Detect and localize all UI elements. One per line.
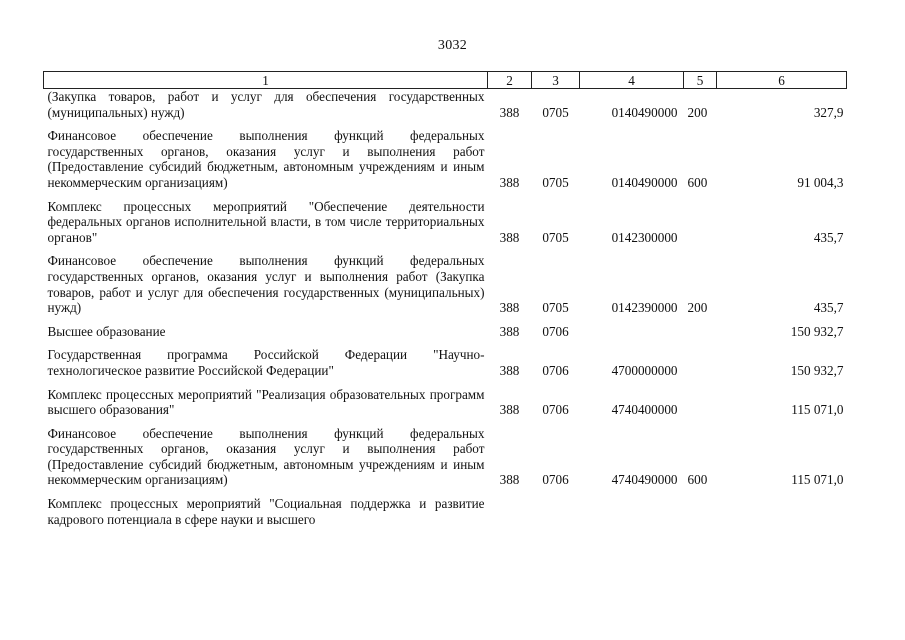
row-vr [684,496,717,527]
row-gr: 388 [499,104,520,120]
row-rz: 0705 [542,229,569,245]
row-gr: 388 [499,174,520,190]
row-gr: 388 [499,300,520,316]
row-amount: 150 932,7 [790,323,844,339]
row-amount: 115 071,0 [791,472,844,488]
row-rz [532,496,580,527]
row-cs: 0140490000 [611,174,678,190]
row-gr: 388 [499,229,520,245]
row-vr: 200 [687,300,708,316]
row-cs [580,324,684,340]
column-header-vr: 5 [684,72,717,89]
row-amount: 115 071,0 [791,402,844,418]
table-row [44,199,847,246]
row-vr: 600 [687,174,708,190]
table-header-row [44,72,847,89]
table-row [44,89,847,121]
row-gr: 388 [499,323,520,339]
column-header-amount: 6 [717,72,847,89]
row-name: Комплекс процессных мероприятий "Обеспечение деятельности федеральных органов исполнительной власти, в том числе территориальных органов" [47,198,485,245]
row-cs: 0140490000 [611,104,678,120]
row-gr [488,496,532,527]
row-vr [684,347,717,378]
row-rz: 0706 [542,402,569,418]
row-gr: 388 [499,362,520,378]
budget-table [43,71,847,527]
row-rz: 0706 [542,323,569,339]
row-vr: 200 [687,104,708,120]
row-gr: 388 [499,472,520,488]
row-cs: 4740400000 [611,402,678,418]
table-row [44,496,847,527]
table-row [44,387,847,418]
row-amount: 435,7 [813,300,844,316]
row-vr: 600 [687,472,708,488]
row-name: Финансовое обеспечение выполнения функций федеральных государственных органов, оказания услуг и выполнения работ (Закупка товаров, работ и услуг для обеспечения государственных (муниципальных) нужд) [47,253,485,316]
column-header-rz: 3 [532,72,580,89]
row-name: Высшее образование [47,323,166,339]
row-cs: 4700000000 [611,362,678,378]
row-name: Комплекс процессных мероприятий "Реализация образовательных программ высшего образования" [47,386,485,418]
row-amount [717,496,847,527]
table-row [44,426,847,488]
row-name: Государственная программа Российской Федерации "Научно-технологическое развитие Российской Федерации" [47,347,485,378]
table-row [44,324,847,340]
row-rz: 0706 [542,472,569,488]
row-amount: 435,7 [813,229,844,245]
row-rz: 0706 [542,362,569,378]
row-cs: 0142390000 [611,300,678,316]
row-vr [684,324,717,340]
row-cs: 4740490000 [611,472,678,488]
row-rz: 0705 [542,300,569,316]
page-number: 3032 [437,38,468,53]
row-name: Комплекс процессных мероприятий "Социальная поддержка и развитие кадрового потенциала в сфере науки и высшего [47,496,485,527]
row-cs: 0142300000 [611,229,678,245]
column-header-name: 1 [44,72,488,89]
row-name: Финансовое обеспечение выполнения функций федеральных государственных органов, оказания услуг и выполнения работ (Предоставление субсидий бюджетным, автономным учреждениям и иным некоммерческим организациям) [47,425,485,488]
row-rz: 0705 [542,104,569,120]
row-amount: 150 932,7 [790,362,844,378]
row-name: Финансовое обеспечение выполнения функций федеральных государственных органов, оказания услуг и выполнения работ (Предоставление субсидий бюджетным, автономным учреждениям и иным некоммерческим организациям) [47,128,485,190]
row-amount: 91 004,3 [797,174,844,190]
row-gr: 388 [499,402,520,418]
row-vr [684,387,717,418]
row-rz: 0705 [542,174,569,190]
column-header-gr: 2 [488,72,532,89]
column-header-cs: 4 [580,72,684,89]
table-row [44,347,847,378]
row-cs [580,496,684,527]
row-amount: 327,9 [813,104,844,120]
table-row [44,253,847,315]
row-vr [684,199,717,246]
table-row [44,128,847,190]
row-name: (Закупка товаров, работ и услуг для обеспечения государственных (муниципальных) нужд) [47,89,485,120]
